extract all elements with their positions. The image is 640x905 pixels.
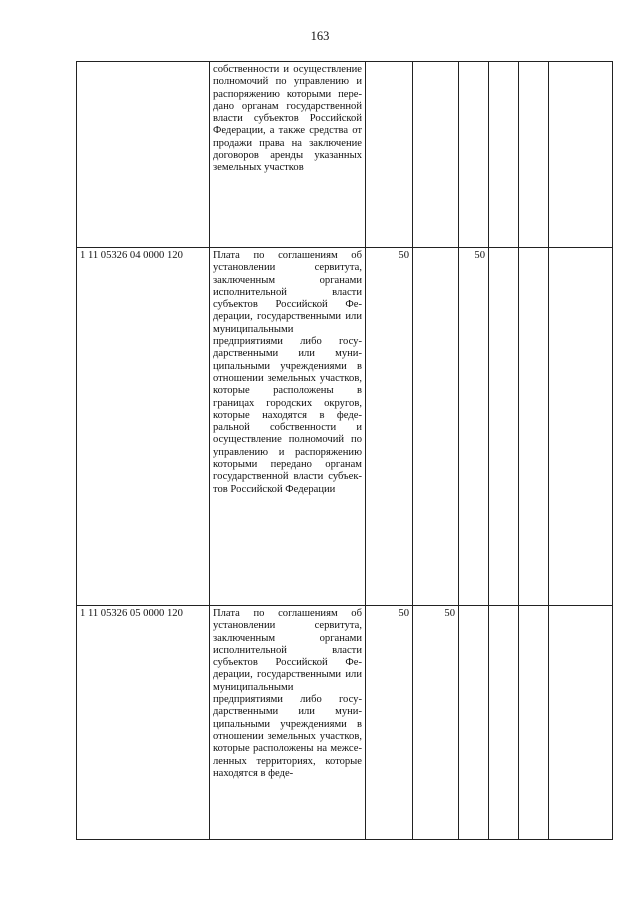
page-number: 163 xyxy=(310,29,330,43)
table-row xyxy=(77,62,613,248)
value-cell xyxy=(549,248,613,606)
value-cell xyxy=(519,606,549,840)
table-row xyxy=(77,248,613,606)
value-cell xyxy=(459,62,489,248)
value-cell xyxy=(549,606,613,840)
value-cell: 50 xyxy=(366,248,413,606)
budget-table xyxy=(76,61,613,840)
value-cell xyxy=(413,62,459,248)
income-description: Плата по соглашениям об установлении сервитута, заключенным органами исполнительной власти субъектов Российской Федерации, государственными или муниципальными предприятиями либо государственными или муниципальными учреждениями в отношении земельных участков, которые расположены в границах городских округов, которые находятся в федеральной собственности и осуществление полномочий по управлению и распоряжению которыми передано органам государственной власти субъектов Российской Федерации xyxy=(210,248,366,606)
value-cell xyxy=(489,62,519,248)
budget-code: 1 11 05326 04 0000 120 xyxy=(77,248,210,606)
budget-code: 1 11 05326 05 0000 120 xyxy=(77,606,210,840)
value-cell xyxy=(489,606,519,840)
value-cell xyxy=(459,606,489,840)
value-cell xyxy=(519,248,549,606)
budget-code xyxy=(77,62,210,248)
value-cell: 50 xyxy=(459,248,489,606)
value-cell: 50 xyxy=(366,606,413,840)
value-cell xyxy=(413,248,459,606)
value-cell xyxy=(549,62,613,248)
value-cell: 50 xyxy=(413,606,459,840)
value-cell xyxy=(489,248,519,606)
income-description: собственности и осуществление полномочий по управлению и распоряжению которыми передано органам государственной власти субъектов Российской Федерации, а также средства от продажи права на заключение договоров аренды указанных земельных участков xyxy=(210,62,366,248)
table-row xyxy=(77,606,613,840)
value-cell xyxy=(519,62,549,248)
income-description: Плата по соглашениям об установлении сервитута, заключенным органами исполнительной власти субъектов Российской Федерации, государственными или муниципальными предприятиями либо государственными или муниципальными учреждениями в отношении земельных участков, которые расположены на межселенных территориях, которые находятся в феде- xyxy=(210,606,366,840)
value-cell xyxy=(366,62,413,248)
